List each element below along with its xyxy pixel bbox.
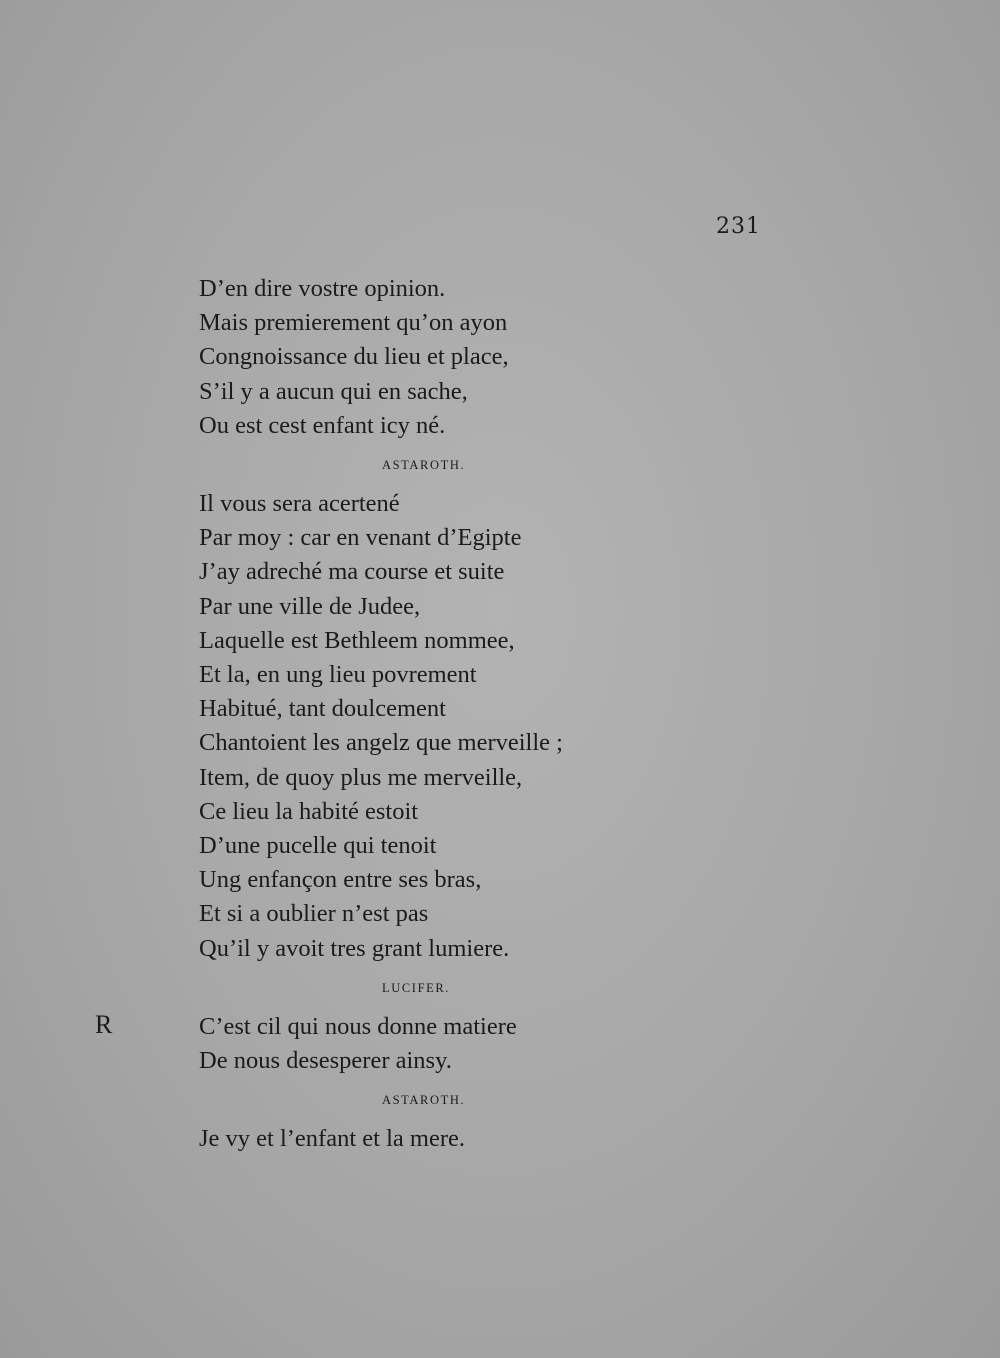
verse-line: Qu’il y avoit tres grant lumiere.	[199, 934, 510, 962]
verse-line: Ou est cest enfant icy né.	[199, 411, 446, 439]
verse-line: S’il y a aucun qui en sache,	[199, 377, 468, 405]
verse-line: Et la, en ung lieu povrement	[199, 661, 477, 689]
verse-line: D’une pucelle qui tenoit	[199, 832, 437, 860]
verse-line: Item, de quoy plus me merveille,	[199, 763, 523, 791]
speaker-heading: ASTAROTH.	[382, 458, 466, 473]
verse-line: Je vy et l’enfant et la mere.	[199, 1125, 465, 1153]
verse-line: De nous desesperer ainsy.	[199, 1047, 452, 1075]
verse-line: Ung enfançon entre ses bras,	[199, 866, 482, 894]
speaker-heading: LUCIFER.	[382, 980, 451, 995]
verse-line: Laquelle est Bethleem nommee,	[199, 626, 515, 654]
verse-line: Et si a oublier n’est pas	[199, 900, 429, 928]
verse-line: Ce lieu la habité estoit	[199, 797, 419, 825]
verse-line: Par une ville de Judee,	[199, 592, 421, 620]
verse-line: J’ay adreché ma course et suite	[199, 558, 505, 586]
verse-block	[199, 272, 719, 1156]
verse-line: C’est cil qui nous donne matiere	[199, 1012, 517, 1040]
verse-line: Chantoient les angelz que merveille ;	[199, 729, 563, 757]
verse-line: Mais premierement qu’on ayon	[199, 309, 508, 337]
verse-line: Par moy : car en venant d’Egipte	[199, 524, 522, 552]
speaker-heading: ASTAROTH.	[382, 1093, 466, 1108]
verse-line: Habitué, tant doulcement	[199, 695, 446, 723]
verse-line: D’en dire vostre opinion.	[199, 275, 446, 302]
margin-mark: R	[95, 1010, 113, 1039]
page-number: 231	[716, 214, 761, 239]
verse-line: Il vous sera acertené	[199, 490, 400, 518]
verse-line: Congnoissance du lieu et place,	[199, 343, 509, 371]
